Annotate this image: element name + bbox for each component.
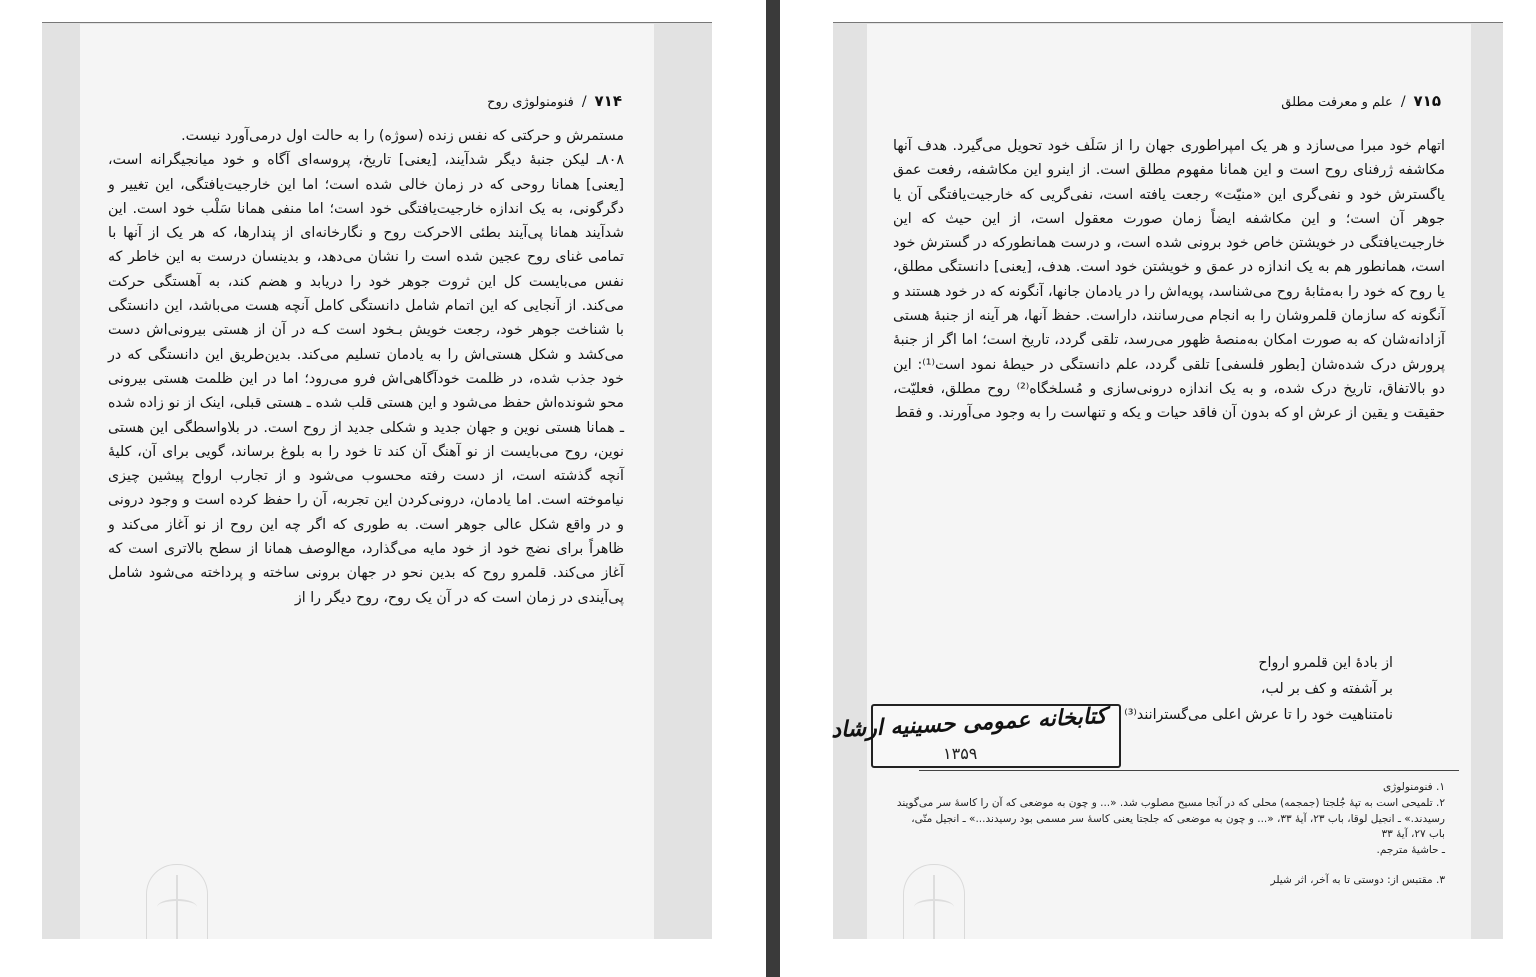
left-page-paper <box>80 24 654 939</box>
left-page-body <box>108 124 624 610</box>
footnote: ۱. فنومنولوژی <box>1382 781 1445 793</box>
poem-line: نامتناهیت خود را تا عرش اعلی می‌گسترانند⁽³⁾ <box>1124 707 1393 723</box>
running-title: علم و معرفت مطلق <box>1281 95 1393 110</box>
footnote-rule <box>919 770 1459 771</box>
header-separator: / <box>581 94 587 110</box>
left-page <box>42 22 712 939</box>
page-divider <box>766 0 780 977</box>
poem-block <box>1087 650 1393 728</box>
right-page <box>830 22 1503 939</box>
page-number: ۷۱۵ <box>1413 92 1441 110</box>
left-page-header <box>80 92 654 110</box>
paragraph: ۸۰۸ـ لیکن جنبهٔ دیگر شدآیند، [یعنی] تاریخ، پروسه‌ای آگاه و خود میانجیگرانه است، [یعنی] همانا روحی که در زمان خالی شده است؛ اما این خارجیت‌یافتگی، این تغییر و دگرگونی، به یک اندازه خارجیت‌یافتگی خود است؛ اما منفی همانا سَلْب خود است. این شدآیند همانا پی‌آیند بطئی الاحرکت روح و نگارخانه‌ای از پندارها، که هر یک از آنها با تمامی غنای روح عجین شده است را نشان می‌دهد، و بدینسان درست به این خاطر که نفس می‌بایست کل این ثروت جوهر خود را دریابد و هضم کند، به آهستگی حرکت می‌کند. از آنجایی که این اتمام شامل دانستگی کامل آنچه هست می‌باشد، این دانستگی با شناخت جوهر خود، رجعت خویش بـخود است کـه در آن از هستی بیرونی‌اش دست می‌کشد و شکل هستی‌اش را به یادمان تسلیم می‌کند. بدین‌طریق این دانستگی که در خود جذب شده، در ظلمت خودآگاهی‌اش فرو می‌رود؛ اما در این ظلمت هستی بیرونی محو شونده‌اش حفظ می‌شود و این هستی قلب شده ـ هستی قبلی، اینک از نو زاده شده ـ همانا هستی نوین و جهان جدید و شکلی جدید از روح است. در بلاواسطگی این هستی نوین، روح می‌بایست از نو آهنگ آن کند تا خود را به بلوغ برساند، گویی برای آن، کلیهٔ آنچه گذشته است، از دست رفته محسوب می‌شود و از تجارب ارواح پیشین چیزی نیاموخته است. اما یادمان، درونی‌کردن این تجربه، آن را حفظ کرده است و وجود درونی و در واقع شکل عالی جوهر است. به طوری که اگر چه این روح از نو آغاز می‌کند و ظاهراً برای نضج خود از خود مایه می‌گذارد، مع‌الوصف همانا از سطح بالاتری است که آغاز می‌کند. قلمرو روح که بدین نحو در جهان برونی ساخته و پرداخته می‌شود شامل پی‌آیندی در زمان است که در آن یک روح، روح دیگر را از <box>108 152 624 606</box>
page-number: ۷۱۴ <box>594 92 622 110</box>
footnote: ۲. تلمیحی است به تپهٔ جُلجتا (جمجمه) محلی که در آنجا مسیح مصلوب شد. «... و چون به موضعی که آن را کاسهٔ سر می‌گویند رسیدند.» ـ انجیل لوقا، باب ۲۳، آیهٔ ۳۳، «... و چون به موضعی که جلجتا یعنی کاسهٔ سر مسمی بود رسیدند...» ـ انجیل متّی، باب ۲۷، آیهٔ ۳۳ <box>896 796 1445 841</box>
running-title: فنومنولوژی روح <box>487 95 574 110</box>
header-separator: / <box>1400 94 1406 110</box>
right-page-body <box>893 134 1445 426</box>
paragraph: مستمرش و حرکتی که نفس زنده (سوژه) را به حالت اول درمی‌آورد نیست. <box>181 128 624 144</box>
right-page-paper <box>830 24 1471 939</box>
library-watermark-icon <box>903 864 965 939</box>
footnote: ۳. مقتبس از: دوستی تا به آخر، اثر شیلر <box>1270 873 1445 886</box>
stamp-title: کتابخانه عمومی حسینیه ارشاد <box>830 702 1108 744</box>
paragraph: اتهام خود مبرا می‌سازد و هر یک امپراطوری جهان را از سَلَف خود تحویل می‌گیرد. هدف آنها مکاشفه ژرفنای روح است و این همانا مفهوم مطلق است. از اینرو این مکاشفه، رفعت عمق یاگسترش خود و نفی‌گری این «منیّت» رجعت یافته است، نفی‌گریی که خارجیت‌یافتگی آن یا جوهر آن است؛ و این مکاشفه ایضاً زمان صورت معقول است، از این حیث که این خارجیت‌یافتگی در خویشتن خاص خود برونی شده است، و درست همانطورکه در گسترش خود است، همانطور هم به یک اندازه در عمق و خویشتن خود است. هدف، [یعنی] دانستگی مطلق، یا روح که خود را به‌مثابهٔ روح می‌شناسد، پویه‌اش را در یادمان جانها، آنگونه که در خود هستند و آنگونه که سازمان قلمروشان را به انجام می‌رسانند، داراست. حفظ آنها، هر آینه از جنبهٔ هستی آزادانه‌شان که به صورت امکان به‌منصهٔ ظهور می‌رسد، تلقی گردد، تاریخ است؛ اما اگر از جنبهٔ پرورش درک شده‌شان [بطور فلسفی] تلقی گردد، علم دانستگی در حیطهٔ نمود است⁽¹⁾: این دو بالاتفاق، تاریخ درک شده، و به یک اندازه درونی‌سازی و مُسلخگاه⁽²⁾ روح مطلق، فعلیّت، حقیقت و یقین از عرش او که بدون آن فاقد حیات و یکه و تنهاست را به وجود می‌آورند. و فقط <box>893 138 1446 422</box>
footnote: ـ حاشیهٔ مترجم. <box>1376 844 1445 857</box>
library-watermark-icon <box>146 864 208 939</box>
poem-line: بر آشفته و کف بر لب، <box>1260 681 1393 697</box>
right-page-header <box>867 92 1471 110</box>
poem-line: از بادهٔ این قلمرو ارواح <box>1258 655 1393 671</box>
footnotes <box>893 780 1445 889</box>
library-stamp <box>830 702 1121 768</box>
stamp-number: ۱۳۵۹ <box>943 744 978 763</box>
